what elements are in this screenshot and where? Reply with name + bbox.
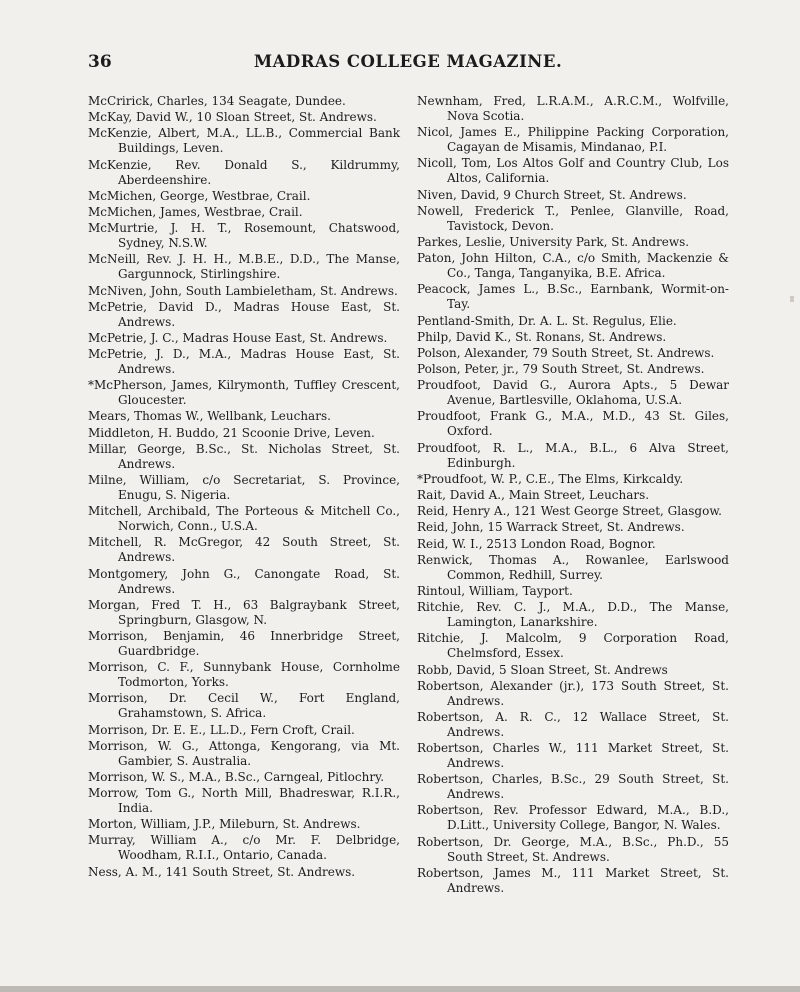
directory-entry: Niven, David, 9 Church Street, St. Andrews. [417, 187, 687, 202]
directory-entry: McNeill, Rev. J. H. H., M.B.E., D.D., The Manse, Gargunnock, Stirlingshire. [88, 252, 400, 282]
directory-entry: Montgomery, John G., Canongate Road, St. Andrews. [88, 566, 400, 596]
directory-entry: Rait, David A., Main Street, Leuchars. [417, 488, 650, 502]
directory-entry: Milne, William, c/o Secretariat, S. Province, Enugu, S. Nigeria. [88, 473, 400, 502]
directory-entry: McKay, David W., 10 Sloan Street, St. Andrews. [88, 110, 377, 125]
directory-entry: Morrison, W. S., M.A., B.Sc., Carngeal, Pitlochry. [88, 769, 385, 784]
directory-entry: Peacock, James L., B.Sc., Earnbank, Wormit-on-Tay. [417, 282, 729, 312]
directory-entry: Polson, Alexander, 79 South Street, St. Andrews. [417, 345, 715, 360]
directory-entry: Nicoll, Tom, Los Altos Golf and Country Club, Los Altos, California. [417, 156, 729, 186]
directory-entry: Ness, A. M., 141 South Street, St. Andrews. [88, 864, 356, 879]
directory-entry: Robb, David, 5 Sloan Street, St. Andrews [417, 662, 668, 677]
directory-entry: Morton, William, J.P., Mileburn, St. Andrews. [88, 817, 361, 832]
directory-entry: Proudfoot, R. L., M.A., B.L., 6 Alva Street, Edinburgh. [417, 440, 729, 470]
directory-entry: Proudfoot, Frank G., M.A., M.D., 43 St. Giles, Oxford. [417, 409, 729, 439]
directory-entry: Paton, John Hilton, C.A., c/o Smith, Mackenzie & Co., Tanga, Tanganyika, B.E. Africa. [417, 251, 729, 281]
page-title: MADRAS COLLEGE MAGAZINE. [253, 52, 563, 71]
directory-entry: Mitchell, R. McGregor, 42 South Street, St. Andrews. [88, 535, 400, 565]
directory-entry: Nowell, Frederick T., Penlee, Glanville, Road, Tavistock, Devon. [417, 203, 729, 233]
directory-entry: Proudfoot, David G., Aurora Apts., 5 Dewar Avenue, Bartlesville, Oklahoma, U.S.A. [417, 378, 729, 408]
directory-entry: Millar, George, B.Sc., St. Nicholas Street, St. Andrews. [88, 441, 400, 471]
directory-entry: *Proudfoot, W. P., C.E., The Elms, Kirkcaldy. [417, 471, 684, 486]
right-column [417, 94, 729, 897]
directory-entry: McPetrie, J. C., Madras House East, St. Andrews. [88, 330, 388, 345]
directory-entry: Morrison, Dr. Cecil W., Fort England, Grahamstown, S. Africa. [88, 691, 400, 721]
directory-entry: Robertson, Charles W., 111 Market Street, St. Andrews. [417, 741, 729, 771]
directory-entry: Robertson, Dr. George, M.A., B.Sc., Ph.D., 55 South Street, St. Andrews. [417, 834, 729, 864]
directory-entry: Middleton, H. Buddo, 21 Scoonie Drive, Leven. [88, 425, 375, 440]
directory-entry: McKenzie, Rev. Donald S., Kildrummy, Aberdeenshire. [88, 157, 400, 187]
bottom-rule [0, 986, 800, 992]
directory-entry: Robertson, A. R. C., 12 Wallace Street, St. Andrews. [417, 709, 729, 739]
directory-entry: Ritchie, Rev. C. J., M.A., D.D., The Manse, Lamington, Lanarkshire. [417, 600, 729, 630]
directory-entry: Morrison, W. G., Attonga, Kengorang, via Mt. Gambier, S. Australia. [88, 738, 400, 768]
directory-entry: Reid, John, 15 Warrack Street, St. Andrews. [417, 520, 685, 535]
directory-entry: Pentland-Smith, Dr. A. L. St. Regulus, Elie. [417, 313, 677, 328]
directory-entry: Mitchell, Archibald, The Porteous & Mitchell Co., Norwich, Conn., U.S.A. [88, 504, 400, 534]
directory-entry: McPetrie, David D., Madras House East, St. Andrews. [88, 299, 400, 329]
directory-entry: Parkes, Leslie, University Park, St. Andrews. [417, 234, 690, 249]
directory-entry: McKenzie, Albert, M.A., LL.B., Commercial Bank Buildings, Leven. [88, 126, 400, 156]
directory-entry: McMurtrie, J. H. T., Rosemount, Chatswood, Sydney, N.S.W. [88, 221, 400, 251]
directory-entry: McNiven, John, South Lambieletham, St. Andrews. [88, 283, 398, 298]
left-column [88, 94, 400, 881]
directory-entry: Mears, Thomas W., Wellbank, Leuchars. [88, 409, 331, 424]
directory-entry: Morrison, Dr. E. E., LL.D., Fern Croft, Crail. [88, 722, 355, 737]
directory-entry: Robertson, Charles, B.Sc., 29 South Street, St. Andrews. [417, 772, 729, 802]
directory-entry: Morgan, Fred T. H., 63 Balgraybank Street, Springburn, Glasgow, N. [88, 597, 400, 627]
directory-entry: Polson, Peter, jr., 79 South Street, St. Andrews. [417, 362, 705, 377]
directory-entry: Nicol, James E., Philippine Packing Corporation, Cagayan de Misamis, Mindanao, P.I. [417, 125, 729, 155]
directory-entry: Reid, Henry A., 121 West George Street, Glasgow. [417, 504, 722, 519]
directory-entry: Murray, William A., c/o Mr. F. Delbridge, Woodham, R.I.I., Ontario, Canada. [88, 833, 400, 863]
page-header [88, 52, 728, 74]
directory-entry: *McPherson, James, Kilrymonth, Tuffley Crescent, Gloucester. [88, 378, 400, 408]
directory-entry: McMichen, George, Westbrae, Crail. [88, 188, 311, 203]
directory-entry: Morrison, C. F., Sunnybank House, Cornholme Todmorton, Yorks. [88, 660, 400, 690]
directory-entry: Newnham, Fred, L.R.A.M., A.R.C.M., Wolfville, Nova Scotia. [417, 94, 729, 123]
directory-entry: Robertson, Rev. Professor Edward, M.A., B.D., D.Litt., University College, Bangor, N. Wales. [417, 803, 729, 833]
page-number: 36 [88, 52, 112, 72]
directory-entry: Morrow, Tom G., North Mill, Bhadreswar, R.I.R., India. [88, 786, 400, 816]
directory-entry: McMichen, James, Westbrae, Crail. [88, 204, 303, 219]
directory-entry: Philp, David K., St. Ronans, St. Andrews. [417, 329, 667, 344]
directory-entry: Renwick, Thomas A., Rowanlee, Earlswood Common, Redhill, Surrey. [417, 552, 729, 582]
directory-entry: Robertson, Alexander (jr.), 173 South Street, St. Andrews. [417, 678, 729, 708]
margin-mark [790, 296, 794, 302]
directory-entry: Reid, W. I., 2513 London Road, Bognor. [417, 536, 656, 551]
directory-entry: Ritchie, J. Malcolm, 9 Corporation Road, Chelmsford, Essex. [417, 631, 729, 661]
directory-entry: McCririck, Charles, 134 Seagate, Dundee. [88, 94, 346, 108]
directory-entry: Rintoul, William, Tayport. [417, 583, 573, 598]
directory-entry: McPetrie, J. D., M.A., Madras House East, St. Andrews. [88, 347, 400, 377]
directory-entry: Morrison, Benjamin, 46 Innerbridge Street, Guardbridge. [88, 628, 400, 658]
directory-entry: Robertson, James M., 111 Market Street, St. Andrews. [417, 865, 729, 895]
